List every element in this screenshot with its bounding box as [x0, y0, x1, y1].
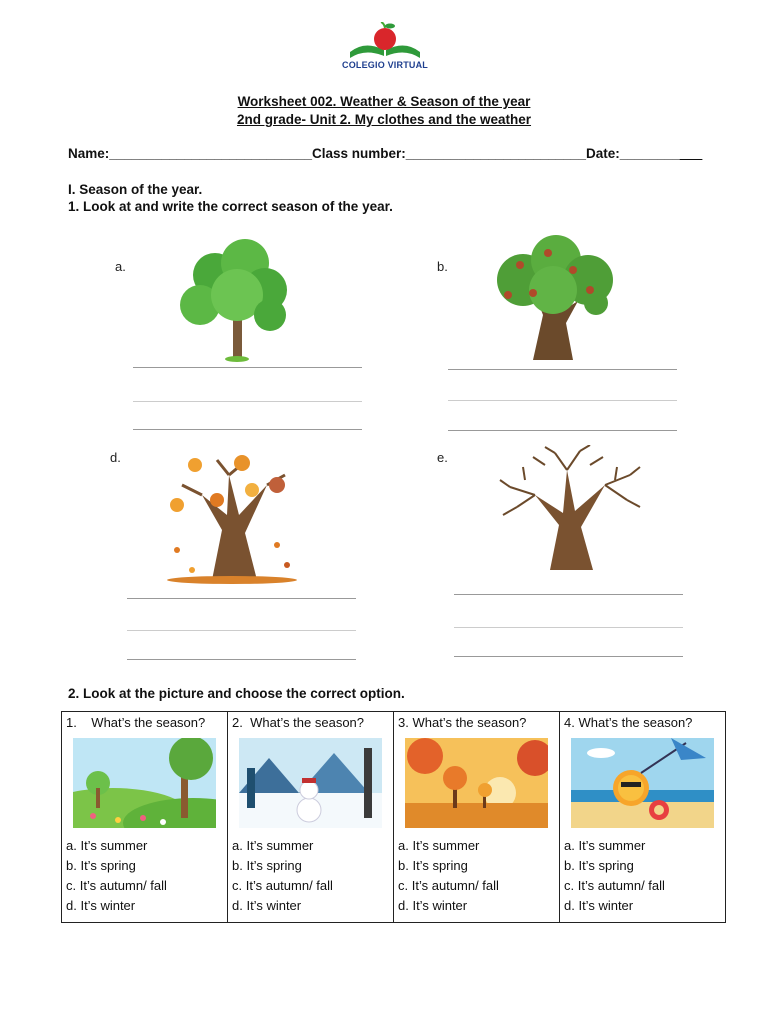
answer-line[interactable] [448, 430, 677, 431]
question-text: What’s the season? [91, 715, 206, 730]
option-d[interactable]: d. It’s winter [232, 898, 302, 913]
item-letter-b: b. [437, 259, 448, 274]
answer-line[interactable] [127, 598, 356, 599]
date-field-tail: ___ [679, 146, 703, 161]
item-letter-d: d. [110, 450, 121, 465]
option-a[interactable]: a. It’s summer [398, 838, 480, 853]
winter-snowman-icon [239, 738, 382, 828]
answer-line[interactable] [448, 400, 677, 401]
bare-winter-tree-icon [495, 445, 645, 575]
answer-line[interactable] [454, 627, 683, 628]
question-text: What’s the season? [578, 715, 693, 730]
question-cell-2 [228, 712, 394, 923]
item-letter-e: e. [437, 450, 448, 465]
option-c[interactable]: c. It’s autumn/ fall [232, 878, 333, 893]
apple-book-icon [340, 22, 430, 62]
option-d[interactable]: d. It’s winter [398, 898, 468, 913]
autumn-tree-icon [157, 455, 307, 585]
student-info-line [68, 146, 702, 161]
answer-line[interactable] [127, 630, 356, 631]
school-logo [340, 22, 430, 74]
name-field[interactable]: Name:___________________________ [68, 146, 312, 161]
worksheet-subtitle: 2nd grade- Unit 2. My clothes and the weather [236, 112, 532, 127]
question-cell-4 [560, 712, 726, 923]
section-instruction-2: 2. Look at the picture and choose the correct option. [68, 686, 405, 701]
worksheet-title: Worksheet 002. Weather & Season of the year [237, 94, 531, 109]
date-field[interactable]: Date:________ [585, 146, 680, 161]
option-a[interactable]: a. It’s summer [66, 838, 148, 853]
answer-line[interactable] [454, 656, 683, 657]
spring-landscape-icon [73, 738, 216, 828]
logo-text: COLEGIO VIRTUAL [342, 60, 428, 70]
option-c[interactable]: c. It’s autumn/ fall [66, 878, 167, 893]
summer-beach-sun-icon [571, 738, 714, 828]
question-number: 4. [564, 715, 575, 730]
question-number: 2. [232, 715, 243, 730]
option-a[interactable]: a. It’s summer [564, 838, 646, 853]
answer-line[interactable] [127, 659, 356, 660]
question-text: What’s the season? [412, 715, 527, 730]
section-heading: I. Season of the year. [68, 182, 203, 197]
class-number-field[interactable]: Class number:________________________ [311, 146, 586, 161]
option-b[interactable]: b. It’s spring [398, 858, 468, 873]
autumn-landscape-icon [405, 738, 548, 828]
question-number: 3. [398, 715, 409, 730]
fruit-tree-icon [478, 235, 628, 365]
answer-line[interactable] [133, 429, 362, 430]
summer-tree-icon [165, 235, 315, 365]
option-b[interactable]: b. It’s spring [66, 858, 136, 873]
question-text: What’s the season? [250, 715, 365, 730]
answer-line[interactable] [454, 594, 683, 595]
question-table [61, 711, 726, 923]
option-c[interactable]: c. It’s autumn/ fall [398, 878, 499, 893]
question-cell-3 [394, 712, 560, 923]
option-d[interactable]: d. It’s winter [564, 898, 634, 913]
option-b[interactable]: b. It’s spring [564, 858, 634, 873]
item-letter-a: a. [115, 259, 126, 274]
answer-line[interactable] [133, 401, 362, 402]
question-number: 1. [66, 715, 77, 730]
option-b[interactable]: b. It’s spring [232, 858, 302, 873]
answer-line[interactable] [133, 367, 362, 368]
option-d[interactable]: d. It’s winter [66, 898, 136, 913]
section-instruction: 1. Look at and write the correct season of the year. [68, 199, 393, 214]
option-a[interactable]: a. It’s summer [232, 838, 314, 853]
option-c[interactable]: c. It’s autumn/ fall [564, 878, 665, 893]
answer-line[interactable] [448, 369, 677, 370]
question-cell-1 [62, 712, 228, 923]
